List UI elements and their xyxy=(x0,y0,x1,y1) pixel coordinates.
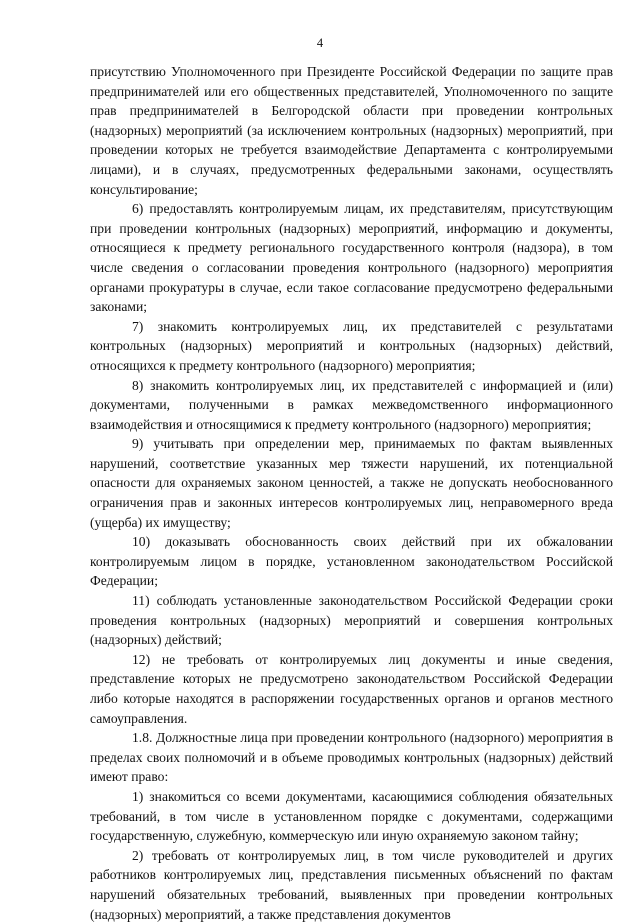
paragraph-section-1-8: 1.8. Должностные лица при проведении контрольного (надзорного) мероприятия в пределах своих полномочий и в объеме проводимых контрольных (надзорных) действий имеют право: xyxy=(90,730,613,785)
paragraph-item-6: 6) предоставлять контролируемым лицам, их представителям, присутствующим при проведении контрольных (надзорных) мероприятий, информацию и документы, относящиеся к предмету регионального государственного контроля (надзора), в том числе сведения о согласовании проведения контрольного (надзорного) мероприятия органами прокуратуры в случае, если такое согласование предусмотрено федеральными законами; xyxy=(90,201,613,315)
paragraph-item-11: 11) соблюдать установленные законодательством Российской Федерации сроки проведения контрольных (надзорных) мероприятий и совершения контрольных (надзорных) действий; xyxy=(90,593,613,648)
paragraph-right-1: 1) знакомиться со всеми документами, касающимися соблюдения обязательных требований, в том числе в установленном порядке с документами, содержащими государственную, служебную, коммерческую или иную охраняемую законом тайну; xyxy=(90,788,613,844)
paragraph-item-9: 9) учитывать при определении мер, принимаемых по фактам выявленных нарушений, соответствие указанных мер тяжести нарушений, их потенциальной опасности для охраняемых законом ценностей, а также не допускать необоснованного ограничения прав и законных интересов контролируемых лиц, неправомерного вреда (ущерба) их имуществу; xyxy=(90,436,613,530)
paragraph-item-12: 12) не требовать от контролируемых лиц документы и иные сведения, представление которых не предусмотрено законодательством Российской Федерации либо которые находятся в распоряжении государственных органов и органов местного самоуправления. xyxy=(90,651,613,726)
paragraph-right-2: 2) требовать от контролируемых лиц, в том числе руководителей и других работников контролируемых лиц, представления письменных объяснений по фактам нарушений обязательных требований, выявленных при проведении контрольных (надзорных) мероприятий, а также представления документов xyxy=(90,847,613,922)
document-body xyxy=(90,62,613,924)
paragraph-item-10: 10) доказывать обоснованность своих действий при их обжаловании контролируемым лицом в порядке, установленном законодательством Российской Федерации; xyxy=(90,534,613,589)
paragraph-item-7: 7) знакомить контролируемых лиц, их представителей с результатами контрольных (надзорных) мероприятий и контрольных (надзорных) действий, относящихся к предмету контрольного (надзорного) мероприятия; xyxy=(90,318,613,373)
paragraph-continuation: присутствию Уполномоченного при Президенте Российской Федерации по защите прав предпринимателей или его общественных представителей, Уполномоченного по защите прав предпринимателей в Белгородской области при проведении контрольных (надзорных) мероприятий (за исключением контрольных (надзорных) мероприятий, при проведении которых не требуется взаимодействие Департамента с контролируемыми лицами), и в случаях, предусмотренных федеральными законами, осуществлять консультирование; xyxy=(90,64,613,197)
page-number: 4 xyxy=(316,36,324,50)
paragraph-item-8: 8) знакомить контролируемых лиц, их представителей с информацией и (или) документами, полученными в рамках межведомственного информационного взаимодействия и относящимися к предмету контрольного (надзорного) мероприятия; xyxy=(90,377,613,432)
